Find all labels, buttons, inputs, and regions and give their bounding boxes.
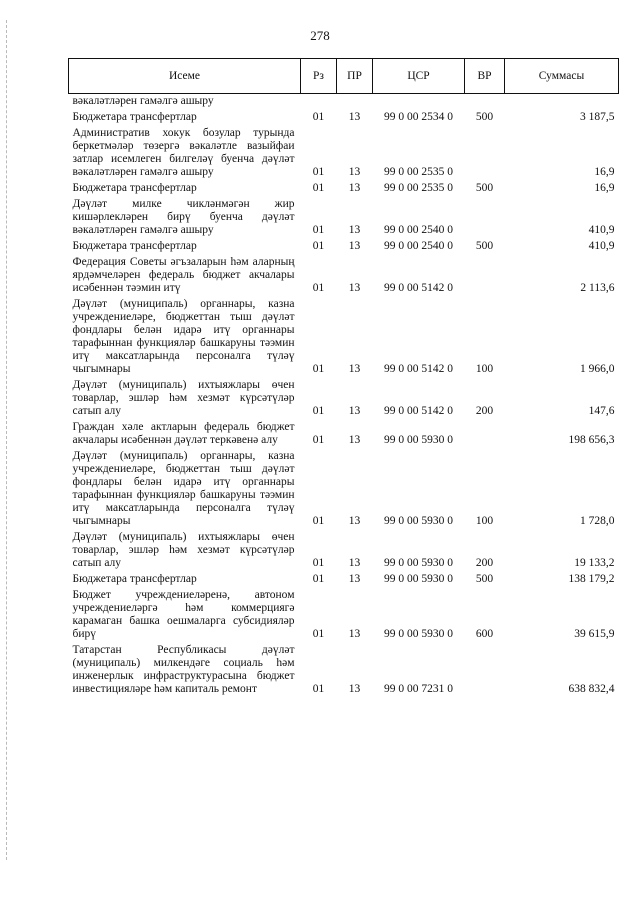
row-csr: 99 0 00 5930 0 bbox=[384, 434, 453, 446]
table-row bbox=[69, 181, 619, 197]
row-name: Бюджетара трансфертлар bbox=[72, 573, 197, 585]
row-rz: 01 bbox=[312, 557, 325, 569]
table-row bbox=[69, 110, 619, 126]
row-vr: 200 bbox=[475, 405, 494, 417]
row-rz: 01 bbox=[312, 111, 325, 123]
row-rz: 01 bbox=[312, 363, 325, 375]
header-rz: Рз bbox=[301, 59, 337, 94]
table-row bbox=[69, 643, 619, 698]
row-csr: 99 0 00 5930 0 bbox=[384, 573, 453, 585]
row-rz: 01 bbox=[312, 282, 325, 294]
row-vr: 100 bbox=[475, 515, 494, 527]
row-vr bbox=[465, 643, 505, 698]
row-rz: 01 bbox=[312, 683, 325, 695]
row-vr: 600 bbox=[475, 628, 494, 640]
row-pr: 13 bbox=[348, 515, 361, 527]
row-csr: 99 0 00 2535 0 bbox=[384, 182, 453, 194]
row-sum: 16,9 bbox=[594, 166, 615, 178]
row-vr bbox=[465, 126, 505, 181]
row-pr: 13 bbox=[348, 557, 361, 569]
table-row bbox=[69, 572, 619, 588]
row-sum: 3 187,5 bbox=[580, 111, 615, 123]
table-row bbox=[69, 126, 619, 181]
row-rz: 01 bbox=[312, 224, 325, 236]
row-pr: 13 bbox=[348, 628, 361, 640]
row-sum: 2 113,6 bbox=[580, 282, 615, 294]
table-row bbox=[69, 530, 619, 572]
row-csr: 99 0 00 5930 0 bbox=[384, 515, 453, 527]
row-sum: 1 966,0 bbox=[580, 363, 615, 375]
row-sum: 638 832,4 bbox=[568, 683, 615, 695]
table-row bbox=[69, 588, 619, 643]
row-rz: 01 bbox=[312, 166, 325, 178]
row-sum: 410,9 bbox=[588, 240, 615, 252]
budget-table bbox=[68, 58, 619, 698]
header-sum: Суммасы bbox=[505, 59, 619, 94]
row-name: Дәүләт (муниципаль) органнары, казна учреждениеләре, бюджеттан тыш дәүләт фондлары белән идарә итү органнары тарафыннан функцияләр башкаруны тәэмин итү максатларында персоналга түләү чыгымнары bbox=[72, 298, 295, 375]
binding-margin-line bbox=[6, 20, 7, 860]
row-name: Административ хокук бозулар турында беркетмәләр төзергә вәкаләтле вазыйфаи затлар исемлеген билгеләү буенча дәүләт вәкаләтләрен гамәлгә ашыру bbox=[72, 127, 295, 178]
row-sum: 410,9 bbox=[588, 224, 615, 236]
row-name: Татарстан Республикасы дәүләт (муниципаль) милкендәге социаль һәм инженерлык инфраструктурасына бюджет инвестицияләре һәм капиталь ремонт bbox=[72, 644, 295, 695]
row-csr: 99 0 00 2535 0 bbox=[384, 166, 453, 178]
row-sum: 39 615,9 bbox=[574, 628, 615, 640]
row-sum: 138 179,2 bbox=[568, 573, 615, 585]
continuation-text: вәкаләтләрен гамәлгә ашыру bbox=[72, 95, 214, 107]
row-vr: 500 bbox=[475, 111, 494, 123]
row-csr: 99 0 00 2540 0 bbox=[384, 224, 453, 236]
header-pr: ПР bbox=[337, 59, 373, 94]
row-vr bbox=[465, 255, 505, 297]
page-number: 278 bbox=[310, 28, 330, 43]
row-rz: 01 bbox=[312, 515, 325, 527]
row-pr: 13 bbox=[348, 111, 361, 123]
row-name: Федерация Советы әгъзаларын һәм аларның ярдәмчеләрен федераль бюджет акчалары исәбеннән тәэмин итү bbox=[72, 256, 295, 294]
row-name: Бюджетара трансфертлар bbox=[72, 111, 197, 123]
row-pr: 13 bbox=[348, 240, 361, 252]
row-csr: 99 0 00 5142 0 bbox=[384, 405, 453, 417]
row-pr: 13 bbox=[348, 166, 361, 178]
row-csr: 99 0 00 5142 0 bbox=[384, 363, 453, 375]
table-row bbox=[69, 197, 619, 239]
row-pr: 13 bbox=[348, 405, 361, 417]
row-name: Дәүләт милке чикләнмәгән жир кишәрлекләрен бирү буенча дәүләт вәкаләтләрен гамәлгә ашыру bbox=[72, 198, 295, 236]
row-csr: 99 0 00 5930 0 bbox=[384, 557, 453, 569]
continuation-row bbox=[69, 94, 619, 111]
row-sum: 16,9 bbox=[594, 182, 615, 194]
table-row bbox=[69, 297, 619, 378]
row-name: Бюджетара трансфертлар bbox=[72, 182, 197, 194]
row-pr: 13 bbox=[348, 363, 361, 375]
row-rz: 01 bbox=[312, 573, 325, 585]
header-csr: ЦСР bbox=[373, 59, 465, 94]
row-vr: 100 bbox=[475, 363, 494, 375]
row-csr: 99 0 00 2534 0 bbox=[384, 111, 453, 123]
row-csr: 99 0 00 5930 0 bbox=[384, 628, 453, 640]
row-pr: 13 bbox=[348, 224, 361, 236]
row-rz: 01 bbox=[312, 405, 325, 417]
row-name: Дәүләт (муниципаль) ихтыяжлары өчен товарлар, эшләр һәм хезмәт күрсәтүләр сатып алу bbox=[72, 531, 295, 569]
table-row bbox=[69, 449, 619, 530]
row-rz: 01 bbox=[312, 240, 325, 252]
table-row bbox=[69, 420, 619, 449]
row-sum: 198 656,3 bbox=[568, 434, 615, 446]
row-name: Бюджетара трансфертлар bbox=[72, 240, 197, 252]
row-pr: 13 bbox=[348, 282, 361, 294]
header-name: Исеме bbox=[69, 59, 301, 94]
row-pr: 13 bbox=[348, 434, 361, 446]
row-csr: 99 0 00 7231 0 bbox=[384, 683, 453, 695]
row-vr: 500 bbox=[475, 573, 494, 585]
row-rz: 01 bbox=[312, 182, 325, 194]
row-rz: 01 bbox=[312, 434, 325, 446]
row-name: Дәүләт (муниципаль) ихтыяжлары өчен товарлар, эшләр һәм хезмәт күрсәтүләр сатып алу bbox=[72, 379, 295, 417]
header-vr: ВР bbox=[465, 59, 505, 94]
row-name: Бюджет учреждениеләренә, автоном учреждениеләргә һәм коммерциягә карамаган башка оешмаларга субсидияләр бирү bbox=[72, 589, 295, 640]
row-csr: 99 0 00 5142 0 bbox=[384, 282, 453, 294]
row-vr: 500 bbox=[475, 240, 494, 252]
row-csr: 99 0 00 2540 0 bbox=[384, 240, 453, 252]
row-vr: 200 bbox=[475, 557, 494, 569]
row-pr: 13 bbox=[348, 573, 361, 585]
row-vr bbox=[465, 420, 505, 449]
row-sum: 1 728,0 bbox=[580, 515, 615, 527]
row-name: Дәүләт (муниципаль) органнары, казна учреждениеләре, бюджеттан тыш дәүләт фондлары белән идарә итү органнары тарафыннан функцияләр башкаруны тәэмин итү максатларында персоналга түләү чыгымнары bbox=[72, 450, 295, 527]
row-rz: 01 bbox=[312, 628, 325, 640]
table-header-row bbox=[69, 59, 619, 94]
table-row bbox=[69, 378, 619, 420]
row-name: Граждан хәле актларын федераль бюджет акчалары исәбеннән дәүләт теркәвенә алу bbox=[72, 421, 295, 446]
table-row bbox=[69, 239, 619, 255]
row-vr: 500 bbox=[475, 182, 494, 194]
row-pr: 13 bbox=[348, 182, 361, 194]
row-pr: 13 bbox=[348, 683, 361, 695]
row-sum: 19 133,2 bbox=[574, 557, 615, 569]
row-sum: 147,6 bbox=[588, 405, 615, 417]
table-row bbox=[69, 255, 619, 297]
row-vr bbox=[465, 197, 505, 239]
